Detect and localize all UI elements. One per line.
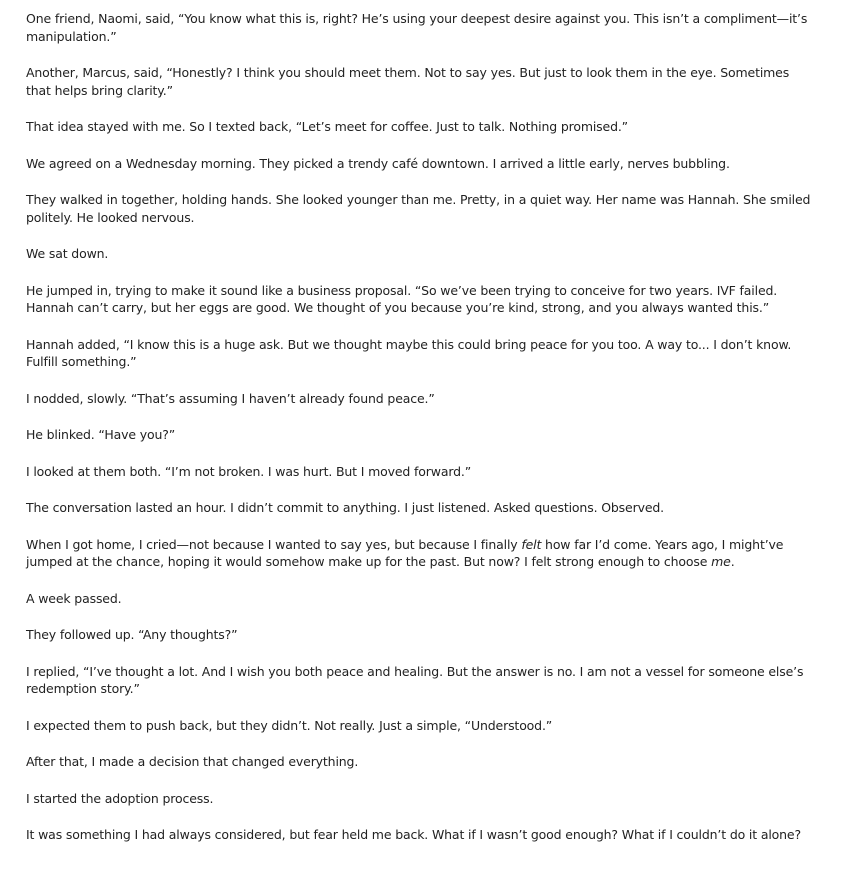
paragraph-text: That idea stayed with me. So I texted back, “Let’s meet for coffee. Just to talk. Nothing promised.” (26, 119, 629, 134)
story-paragraph (26, 390, 816, 408)
paragraph-text: They walked in together, holding hands. She looked younger than me. Pretty, in a quiet way. Her name was Hannah. She smiled politely. He looked nervous. (26, 192, 811, 225)
paragraph-text: I nodded, slowly. “That’s assuming I haven’t already found peace.” (26, 390, 435, 406)
story-paragraph (26, 336, 816, 371)
story-paragraph (26, 463, 816, 481)
paragraph-text: We agreed on a Wednesday morning. They picked a trendy café downtown. I arrived a little early, nerves bubbling. (26, 155, 730, 171)
paragraph-text: how far I’d come. Years ago, I might’ve jumped at the chance, hoping it would somehow make up for the past. But now? I felt strong enough to choose (26, 536, 784, 569)
story-paragraph (26, 426, 816, 444)
paragraph-text: I expected them to push back, but they didn’t. Not really. Just a simple, “Understood.” (26, 717, 553, 733)
story-paragraph (26, 663, 816, 698)
paragraph-text: When I got home, I cried—not because I wanted to say yes, but because I finally (26, 536, 522, 552)
paragraph-text: A week passed. (26, 590, 122, 606)
story-paragraph (26, 826, 816, 844)
emphasis-text: me (711, 554, 731, 569)
paragraph-text: I replied, “I’ve thought a lot. And I wish you both peace and healing. But the answer is no. I am not a vessel for someone else’s redemption story.” (26, 663, 804, 696)
story-paragraph (26, 790, 816, 808)
story-paragraph (26, 753, 816, 771)
paragraph-text: I started the adoption process. (26, 790, 214, 806)
paragraph-text: He jumped in, trying to make it sound like a business proposal. “So we’ve been trying to conceive for two years. IVF failed. Hannah can’t carry, but her eggs are good. We thought of you because you’re kind, strong, and you always wanted this.” (26, 282, 778, 315)
story-paragraph (26, 10, 816, 45)
story-paragraph (26, 191, 816, 226)
paragraph-text: After that, I made a decision that changed everything. (26, 754, 359, 769)
story-paragraph (26, 590, 816, 608)
paragraph-text: It was something I had always considered, but fear held me back. What if I wasn’t good enough? What if I couldn’t do it alone? (26, 827, 801, 842)
paragraph-text: The conversation lasted an hour. I didn’t commit to anything. I just listened. Asked questions. Observed. (26, 500, 664, 515)
paragraph-text: . (730, 554, 735, 569)
paragraph-text: Hannah added, “I know this is a huge ask. But we thought maybe this could bring peace for you too. A way to... I don’t know. Fulfill something.” (26, 336, 792, 369)
paragraph-text: He blinked. “Have you?” (26, 427, 176, 442)
story-paragraph (26, 282, 816, 317)
paragraph-text: They followed up. “Any thoughts?” (26, 627, 238, 642)
story-paragraph (26, 717, 816, 735)
paragraph-text: One friend, Naomi, said, “You know what this is, right? He’s using your deepest desire against you. This isn’t a compliment—it’s manipulation.” (26, 11, 808, 44)
story-paragraph (26, 245, 816, 263)
story-paragraph (26, 499, 816, 517)
story-paragraph (26, 64, 816, 99)
paragraph-text: We sat down. (26, 246, 109, 261)
paragraph-text: I looked at them both. “I’m not broken. I was hurt. But I moved forward.” (26, 463, 472, 479)
emphasis-text: felt (521, 536, 542, 552)
story-paragraph (26, 155, 816, 173)
story-paragraph (26, 536, 816, 571)
story-paragraph (26, 626, 816, 644)
paragraph-text: Another, Marcus, said, “Honestly? I think you should meet them. Not to say yes. But just to look them in the eye. Sometimes that helps bring clarity.” (26, 65, 790, 98)
story-paragraph (26, 118, 816, 136)
